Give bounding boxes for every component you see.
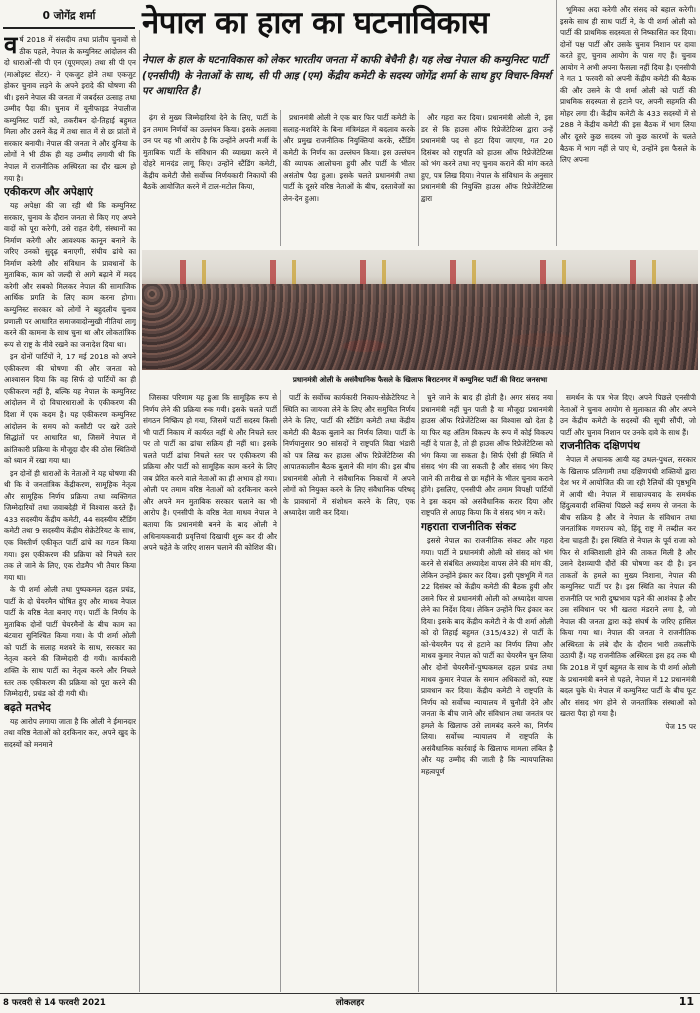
- page-footer: [0, 995, 700, 1013]
- paragraph: जिसका परिणाम यह हुआ कि सामूहिक रूप से निर्णय लेने की प्रक्रिया रुक गयी। इसके चलते पार्टी संगठन निष्क्रिय हो गया, जिसमें पार्टी सदस्य किसी भी पार्टी निकाय में कार्यरत नहीं थे और निचले स्तर पर तो पार्टी का ढांचा सक्रिय ही नहीं था। इसके चलते पार्टी ढांचा निचले स्तर पर एकीकरण की प्रक्रिया और पार्टी को सामूहिक काम करने के लिए जब प्रेरित करने वाले नेताओं का ही अभाव हो गया। ओली पर तमाम वरिष्ठ नेताओं को दरकिनार करने और अपने मन मुताबिक सरकार चलाने का भी आरोप है। एनसीपी के वरिष्ठ नेता माधव नेपाल ने बताया कि प्रधानमंत्री बनने के बाद ओली ने अधिनायकवादी प्रवृत्तियां दिखायी शुरू कर दी और अपने चहेते के जरिए शासन चलाने की कोशिश की।: [143, 393, 277, 553]
- article-column-2-bottom: [143, 392, 277, 992]
- paragraph: नेपाल में अचानक आयी यह उथल-पुथल, सरकार के खिलाफ प्रतिगामी तथा दक्षिणपंथी शक्तियों द्वारा देश भर में आयोजित की जा रही रैलियों की पृष्ठभूमि में आयी थी। नेपाल में साम्राज्यवाद के समर्थक हिंदुत्ववादी शक्तियां पिछले कई समय से जनता के बीच सक्रिय है और वे नेपाल के संविधान तथा जनतांत्रिक गणराज्य को, हिंदू राष्ट्र में तब्दील कर देना चाहती हैं। इस स्थिति से नेपाल के पूर्व राजा को फिर से शक्तिशाली होने की ताकत मिली है और उसने देशव्यापी दौरों की घोषणा कर दी है। इन ताकतों के हमले का मुख्य निशाना, नेपाल की कम्युनिस्ट पार्टी पर है। इस स्थिति का नेपाल की राजनीति पर भारी दुष्प्रभाव पड़ने की आशंका है और उस संविधान पर भी खतरा मंडराने लगा है, जो नेपाल की जनता द्वारा कड़े संघर्ष के जरिए हासिल किया गया था। नेपाल की जनता ने राजनीतिक अस्थिरता के लंबे दौर के दौरान भारी तकलीफें उठायी हैं। यह राजनीतिक अस्थिरता इस हद तक थी कि 2018 में पूर्ण बहुमत के साथ के पी शर्मा ओली के प्रधानमंत्री बनने से पहले, नेपाल में 12 प्रधानमंत्री बदल चुके थे। नेपाल में कम्युनिस्ट पार्टी के बीच फूट और संसद भंग होने से जनतांत्रिक संस्थाओं को खतरा पैदा हो गया है।: [560, 455, 696, 719]
- column-rule: [139, 30, 140, 992]
- paragraph: इन दोनों ही धाराओं के नेताओं ने यह घोषणा की थी कि वे जनतांत्रिक केंद्रीकरण, सामूहिक नेतृत्व और सामूहिक निर्णय प्रक्रिया तथा व्यक्तिगत जिम्मेदारियों तथा जवाबदेही में विश्वास करते हैं। 433 सदस्यीय केंद्रीय कमेटी, 44 सदस्यीय स्टैंडिंग कमेटी तथा 9 सदस्यीय केंद्रीय सेक्रेटेरियट के साथ, एक विस्तीर्ण एकीकृत पार्टी ढांचे का गठन किया गया। इस एकीकरण की प्रक्रिया को निचले स्तर तक ले जाने के लिए, एक रोडमैप भी तैयार किया गया था।: [4, 468, 136, 582]
- article-column-5-bottom: [560, 392, 696, 992]
- drop-cap: व: [4, 34, 18, 59]
- article-column-3-bottom: [283, 392, 415, 992]
- paragraph: और गहरा कर दिया। प्रधानमंत्री ओली ने, इस डर से कि हाउस ऑफ रिप्रेजेंटेटिव्स द्वारा उन्हें प्रधानमंत्री पद से हटा दिया जाएगा, गत 20 दिसंबर को राष्ट्रपति को हाउस ऑफ रिप्रेजेंटेटिव्स को भंग करने तथा नए चुनाव कराने की मांग करते हुए, पत्र लिख दिया। नेपाल के संविधान के अनुसार प्रधानमंत्री की नियुक्ति हाउस ऑफ रिप्रेजेंटेटिव्स द्वारा: [421, 113, 553, 203]
- column-rule: [280, 390, 281, 992]
- subheading: राजनीतिक दक्षिणपंथ: [560, 440, 640, 453]
- column-rule: [418, 390, 419, 992]
- paragraph: इससे नेपाल का राजनीतिक संकट और गहरा गया। पार्टी ने प्रधानमंत्री ओली को संसद को भंग करने से संबंधित अध्यादेश वापस लेने की मांग की, लेकिन उन्होंने इंकार कर दिया। इसी पृष्ठभूमि में गत 22 दिसंबर को केंद्रीय कमेटी की बैठक हुयी और उसने फिर से प्रधानमंत्री ओली को अध्यादेश वापस लेने का निर्देश दिया। लेकिन उन्होंने फिर इंकार कर दिया। इसके बाद केंद्रीय कमेटी ने के पी शर्मा ओली को दो तिहाई बहुमत (315/432) से पार्टी के को-चेयरमैन पद से हटाने का निर्णय लिया और माधव कुमार नेपाल को पार्टी का चेयरमैन चुन लिया और दोनों चेयरमैनों-पुष्पकमल दहल प्रचंड तथा माधव कुमार नेपाल के समान अधिकारों को, स्पष्ट प्रावधान कर दिया। केंद्रीय कमेटी ने राष्ट्रपति के निर्णय को सर्वोच्च न्यायालय में चुनौती देने और जनता के बीच जाने और संविधान तथा जनतंत्र पर हमले के खिलाफ उसे लामबंद करने का, निर्णय लिया। सर्वोच्च न्यायालय में राष्ट्रपति के असंवैधानिक कार्रवाई के खिलाफ मामला लंबित है और यह उम्मीद की जाती है कि न्यायपालिका महत्वपूर्ण: [421, 536, 553, 776]
- continued-note: पेज 15 पर: [665, 721, 696, 731]
- paragraph: पार्टी के सर्वोच्च कार्यकारी निकाय-सेक्रेटेरियट ने स्थिति का जायजा लेने के लिए और समुचित निर्णय लेने के लिए, पार्टी की स्टैंडिंग कमेटी तथा केंद्रीय कमेटी की बैठक बुलाने का निर्णय लिया। पार्टी के निर्णयानुसार 90 सांसदों ने राष्ट्रपति विद्या भंडारी को पत्र लिख कर हाउस ऑफ रिप्रेजेंटेटिव्स की आपातकालीन बैठक बुलाने की मांग की। इस बीच प्रधानमंत्री ओली ने संवैधानिक निकायों में अपने लोगों को नियुक्त करने के लिए संवैधानिक परिषद् के प्रावधानों में संशोधन करने के लिए, एक अध्यादेश जारी कर दिया।: [283, 393, 415, 518]
- article-column-3-top: [283, 112, 415, 246]
- column-rule: [280, 110, 281, 246]
- subheading: गहराता राजनीतिक संकट: [421, 521, 517, 534]
- article-column-4-top: [421, 112, 553, 246]
- rally-photo: [142, 250, 698, 370]
- paragraph: प्रधानमंत्री ओली ने एक बार फिर पार्टी कमेटी के सलाह-मशविरे के बिना मंत्रिमंडल में बदलाव करके और प्रमुख राजनीतिक नियुक्तियां करके, स्टैंडिंग कमेटी के निर्णय का उल्लंघन किया। इस उल्लंघन की व्यापक आलोचना हुयी और पार्टी के भीतर असंतोष पैदा हुआ। इसके चलते प्रधानमंत्री तथा पार्टी के दूसरे वरिष्ठ नेताओं के बीच, दस्तावेजों का लेन-देन हुआ।: [283, 113, 415, 203]
- column-rule: [556, 390, 557, 992]
- footer-rule: [0, 993, 700, 994]
- headline: नेपाल का हाल का घटनाविकास: [142, 5, 489, 41]
- author-byline: 0 जोगेंद्र शर्मा: [3, 4, 135, 29]
- photo-crowd: [142, 284, 698, 370]
- intro-paragraph: र्ष 2018 में संसदीय तथा प्रांतीय चुनावों से ठीक पहले, नेपाल के कम्युनिस्ट आंदोलन की दो धाराओं-सी पी एन (यूएमएल) तथा सी पी एन (माओइस्ट सेंटर)- ने एकजुट होने तथा एकजुट होकर चुनाव लड़ने के अपने इरादे की घोषणा की थी। इसने नेपाल की जनता में जबर्दस्त उत्साह तथा उम्मीद पैदा की। चुनाव में यूनीफाइड नेपालीज कम्युनिस्ट पार्टी को, तकरीबन दो-तिहाई बहुमत मिला और उसने केंद्र में तथा सात में से छः प्रांतों में सरकार बनायी। नेपाल की जनता ने और दुनिया के लोगों ने भी ठीक ही यह उम्मीद लगायी थी कि नेपाल में राजनीतिक अस्थिरता का दौर खत्म हो गया है।: [4, 35, 136, 183]
- article-column-5-top: [560, 4, 696, 246]
- subheading: एकीकरण और अपेक्षाएं: [4, 186, 93, 199]
- subheading: बढ़ते मतभेद: [4, 701, 51, 714]
- paragraph: चुने जाने के बाद ही होती है। अगर संसद नया प्रधानमंत्री नहीं चुन पाती है या मौजूदा प्रधानमंत्री हाउस ऑफ रिप्रेजेंटेटिव्स का विश्वास खो देता है या फिर यह अंतिम विकल्प के रूप में कोई विकल्प नहीं दे पाता है, तो ही हाउस ऑफ रिप्रेजेंटेटिव्स को भंग किया जा सकता है। सिर्फ ऐसी ही स्थिति में संसद भंग की जा सकती है और संसद भंग किए जाने की तारीख से छः महीने के भीतर चुनाव कराने होंगे। इसलिए, एनसीपी और तमाम विपक्षी पार्टियों ने इस कदम को असंवैधानिक करार दिया और राष्ट्रपति से आग्रह किया कि वे संसद भंग न करें।: [421, 393, 553, 518]
- standfirst: नेपाल के हाल के घटनाविकास को लेकर भारतीय जनता में काफी बेचैनी है। यह लेख नेपाल की कम्युनिस्ट पार्टी (एनसीपी) के नेताओं के साथ, सी पी आइ (एम) केंद्रीय कमेटी के सदस्य जोगेंद्र शर्मा के साथ हुए विचार-विमर्श पर आधारित है।: [142, 55, 552, 97]
- article-column-4-bottom: [421, 392, 553, 992]
- publication-name: लोकलहर: [335, 998, 365, 1008]
- article-column-2-top: [143, 112, 277, 246]
- column-rule: [418, 110, 419, 246]
- paragraph: ढ़ंग से मुख्य जिम्मेदारियां देने के लिए, पार्टी के इन तमाम निर्णयों का उल्लंघन किया। इसके अलावा उन पर यह भी आरोप है कि उन्होंने अपनी मर्जी के मुताबिक पार्टी के संविधान की व्याख्या करने में दोहरे मानदंड लागू किए। उन्होंने स्टैंडिंग कमेटी, केंद्रीय कमेटी जैसे सर्वोच्च निर्णयकारी निकायों की बैठकें आयोजित करने में टाल-मटोल किया,: [143, 113, 277, 192]
- photo-caption: प्रधानमंत्री ओली के असंवैधानिक फैसले के खिलाफ बिराटनगर में कम्युनिस्ट पार्टी की विराट जनसभा: [292, 375, 548, 384]
- paragraph: समर्थन के पत्र भेज दिए। अपने पिछले एनसीपी नेताओं ने चुनाव आयोग से मुलाकात की और अपने उन केंद्रीय कमेटी के सदस्यों की सूची सौंपी, जो पार्टी और चुनाव निशान पर उनके दावे के साथ हैं।: [560, 393, 696, 437]
- article-column-1: [4, 34, 136, 994]
- issue-date: 8 फरवरी से 14 फरवरी 2021: [3, 998, 106, 1008]
- paragraph: इन दोनों पार्टियों ने, 17 मई 2018 को अपने एकीकरण की घोषणा की और जनता को आश्वासन दिया कि वह सिर्फ दो पार्टियों का ही एकीकरण नहीं है, बल्कि यह नेपाल के कम्युनिस्ट आंदोलन में दो विचारधाराओं के एकीकरण की दिशा में एक कदम है। यह एकीकरण कम्युनिस्ट आंदोलन के समय को कसौटी पर खरे उतरे सिद्धांतों पर आधारित था, जिसमें नेपाल में क्रांतिकारी प्रक्रिया के मौजूदा दौर की ठोस स्थितियों को ध्यान में रखा गया था।: [4, 352, 136, 466]
- paragraph: यह अपेक्षा की जा रही थी कि कम्युनिस्ट सरकार, चुनाव के दौरान जनता से किए गए अपने वादों को पूरा करेगी, उसे राहत देगी, संस्थानों का निर्माण करेगी और आवश्यक कानून बनाने के जरिए उनको सुदृढ़ बनाएगी, संघीय ढांचे का निर्माण करेगी और संविधान के प्रावधानों के मुताबिक, काम को जल्दी से आगे बढ़ाने में मदद करेगी और सबको मिलकर नेपाल की सामाजिक आर्थिक प्रगति के लिए काम करना होगा। कम्युनिस्ट सरकार को लोगों ने बहुदलीय चुनाव प्रणाली पर आधारित समाजवादोन्मुखी नीतियां लागू करने की कामना के साथ चुना था और लोकतांत्रिक रूप से राष्ट्र के नीवे रखने का जनादेश दिया था।: [4, 201, 136, 349]
- paragraph: यह आरोप लगाया जाता है कि ओली ने ईमानदार तथा वरिष्ठ नेताओं को दरकिनार कर, अपने खुद के सदस्यों को मनमाने: [4, 716, 136, 749]
- paragraph: के पी शर्मा ओली तथा पुष्पकमल दहल प्रचंड, पार्टी के दो चेयरमैन घोषित हुए और माधव नेपाल पार्टी के वरिष्ठ नेता बनाए गए। पार्टी के निर्णय के मुताबिक दोनों पार्टी चेयरमैनों के बीच काम का बंटवारा सुनिश्चित किया गया। के पी शर्मा ओली को पार्टी के सलाह मशवरे के साथ, सरकार का नेतृत्व करने की जिम्मेदारी दी गयी। कार्यकारी शक्ति के साथ पार्टी का नेतृत्व करने और निचले स्तर तक एकीकरण की प्रक्रिया को पूरा करने की जिम्मेदारी, प्रचंड को दी गयी थी।: [4, 585, 136, 699]
- page-number: 11: [678, 995, 694, 1008]
- paragraph: भूमिका अदा करेगी और संसद को बहाल करेगी। इसके साथ ही साथ पार्टी ने, के पी शर्मा ओली को पार्टी की प्राथमिक सदस्यता से निष्कासित कर दिया। दोनों पक्ष पार्टी और उसके चुनाव निशान पर दावा करते हुए, चुनाव आयोग के पास गए हैं। चुनाव आयोग ने अभी अपना फैसला नहीं दिया है। एनसीपी ने गत 1 फरवरी को अपनी केंद्रीय कमेटी की बैठक की और उसने के पी शर्मा ओली को पार्टी की प्राथमिक सदस्यता से हटाने पर, अपनी सहमति की मोहर लगा दी। केंद्रीय कमेटी के 433 सदस्यों में से 288 ने केंद्रीय कमेटी की इस बैठक में भाग लिया और दूसरे कुछ सदस्य जो कुछ कारणों के चलते बैठक में भाग नहीं ले पाए थे, उन्होंने इस फैसले के लिए अपना: [560, 5, 696, 165]
- column-rule: [556, 0, 557, 246]
